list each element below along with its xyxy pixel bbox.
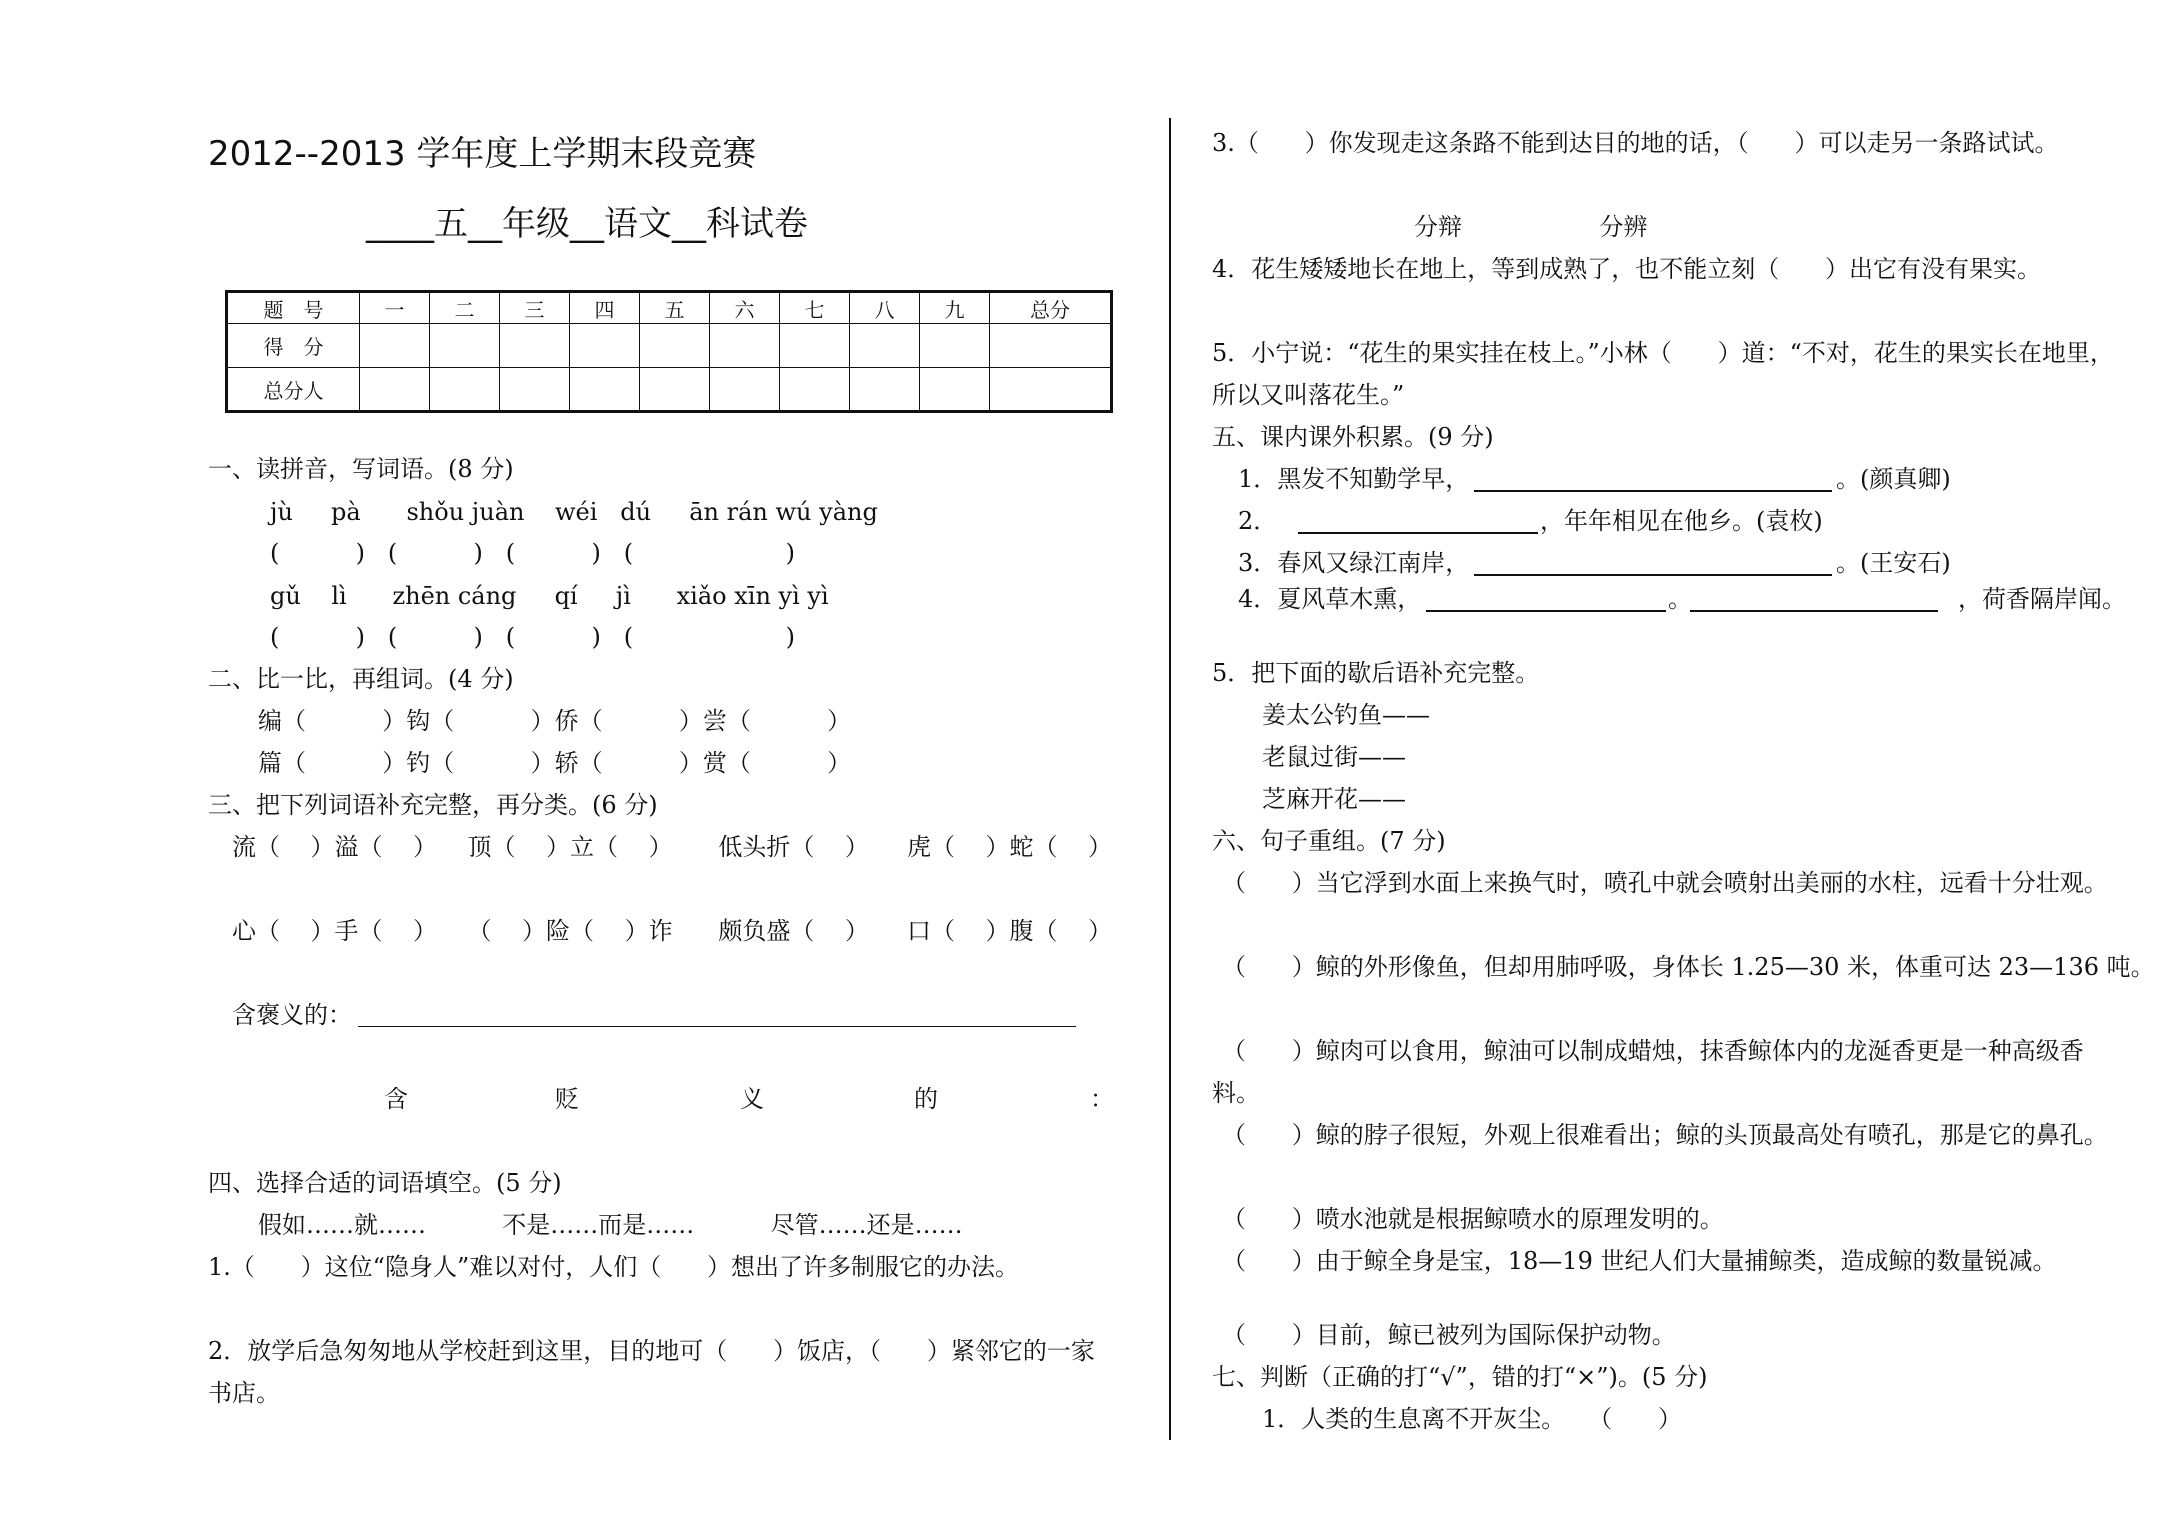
score-header-cell: 题 号	[227, 292, 360, 324]
score-row-label: 得 分	[227, 324, 360, 368]
score-cell[interactable]	[640, 324, 710, 368]
xiehouyu-item[interactable]: 老鼠过街——	[1262, 743, 1406, 771]
derog-char: ：	[1090, 1085, 1114, 1113]
score-header-cell: 九	[920, 292, 990, 324]
score-cell[interactable]	[850, 368, 920, 412]
score-header-cell: 三	[500, 292, 570, 324]
score-cell[interactable]	[780, 368, 850, 412]
poem-answer-line[interactable]	[1690, 610, 1938, 612]
section-2-heading: 二、比一比，再组词。(4 分)	[208, 665, 514, 693]
reorder-sentence[interactable]: （ ）鲸的外形像鱼，但却用肺呼吸，身体长 1.25—30 米，体重可达 23—136 吨。	[1222, 953, 2155, 981]
fill-question-3[interactable]: 3.（ ）你发现走这条路不能到达目的地的话，（ ）可以走另一条路试试。	[1212, 129, 2059, 157]
poem-item-4-mid: 。	[1668, 585, 1692, 613]
reorder-sentence[interactable]: （ ）目前，鲸已被列为国际保护动物。	[1222, 1321, 1676, 1349]
poem-answer-line[interactable]	[1474, 490, 1832, 492]
score-row-label: 总分人	[227, 368, 360, 412]
reorder-sentence[interactable]: （ ）由于鲸全身是宝，18—19 世纪人们大量捕鲸类，造成鲸的数量锐减。	[1222, 1247, 2057, 1275]
score-cell[interactable]	[360, 324, 430, 368]
score-cell[interactable]	[780, 324, 850, 368]
fill-question-5[interactable]: 5．小宁说：“花生的果实挂在枝上。”小林（ ）道：“不对，花生的果实长在地里，	[1212, 339, 2114, 367]
score-cell[interactable]	[990, 368, 1112, 412]
score-cell[interactable]	[920, 324, 990, 368]
section-4-heading: 四、选择合适的词语填空。(5 分)	[208, 1169, 562, 1197]
score-cell[interactable]	[710, 368, 780, 412]
section-1-heading: 一、读拼音，写词语。(8 分)	[208, 455, 514, 483]
score-cell[interactable]	[990, 324, 1112, 368]
score-cell[interactable]	[920, 368, 990, 412]
poem-item-1-pre: 1．黑发不知勤学早，	[1238, 465, 1470, 493]
poem-item-2-post: ，年年相见在他乡。(袁枚)	[1540, 507, 1823, 535]
exam-title: 2012--2013 学年度上学期末段竞赛	[208, 134, 757, 174]
poem-item-3-pre: 3．春风又绿江南岸，	[1238, 549, 1470, 577]
answer-brackets-row-1[interactable]: ( ) ( ) ( ) ( )	[270, 539, 796, 567]
fill-question-2[interactable]: 2．放学后急匆匆地从学校赶到这里，目的地可（ ）饭店，（ ）紧邻它的一家	[208, 1337, 1095, 1365]
score-cell[interactable]	[360, 368, 430, 412]
compare-row-1[interactable]: 编（ ）钩（ ）侨（ ）尝（ ）	[258, 707, 852, 735]
column-divider	[1169, 118, 1171, 1440]
score-cell[interactable]	[710, 324, 780, 368]
score-cell[interactable]	[500, 324, 570, 368]
pinyin-row-2: gǔ lì zhēn cáng qí jì xiǎo xīn yì yì	[270, 582, 829, 610]
compare-row-2[interactable]: 篇（ ）钓（ ）轿（ ）赏（ ）	[258, 749, 852, 777]
exam-subtitle: ____五__年级__语文__科试卷	[366, 204, 808, 244]
score-header-cell: 五	[640, 292, 710, 324]
section-3-heading: 三、把下列词语补充完整，再分类。(6 分)	[208, 791, 658, 819]
score-cell[interactable]	[430, 368, 500, 412]
praise-label: 含褒义的：	[232, 1001, 352, 1029]
poem-item-2-pre: 2．	[1238, 507, 1278, 535]
reorder-sentence[interactable]: （ ）喷水池就是根据鲸喷水的原理发明的。	[1222, 1205, 1724, 1233]
score-header-cell: 二	[430, 292, 500, 324]
reorder-sentence[interactable]: （ ）当它浮到水面上来换气时，喷孔中就会喷射出美丽的水柱，远看十分壮观。	[1222, 869, 2108, 897]
score-header-cell: 四	[570, 292, 640, 324]
pinyin-row-1: jù pà shǒu juàn wéi dú ān rán wú yàng	[270, 498, 878, 526]
poem-item-4-post: ，荷香隔岸闻。	[1958, 585, 2126, 613]
score-header-cell: 总分	[990, 292, 1112, 324]
section-6-heading: 六、句子重组。(7 分)	[1212, 827, 1446, 855]
reorder-sentence-cont: 料。	[1212, 1079, 1260, 1107]
fill-question-2-cont: 书店。	[208, 1379, 280, 1407]
judge-question-1[interactable]: 1．人类的生息离不开灰尘。 （ ）	[1262, 1405, 1682, 1433]
derog-char: 含	[384, 1085, 408, 1113]
reorder-sentence[interactable]: （ ）鲸的脖子很短，外观上很难看出；鲸的头顶最高处有喷孔，那是它的鼻孔。	[1222, 1121, 2108, 1149]
poem-answer-line[interactable]	[1298, 532, 1538, 534]
poem-item-1-post: 。(颜真卿)	[1836, 465, 1951, 493]
poem-answer-line[interactable]	[1426, 610, 1666, 612]
score-header-cell: 六	[710, 292, 780, 324]
word-options-2: 分辩 分辨	[1414, 213, 1648, 241]
word-options: 假如……就…… 不是……而是…… 尽管……还是……	[258, 1211, 963, 1239]
score-cell[interactable]	[850, 324, 920, 368]
reorder-sentence[interactable]: （ ）鲸肉可以食用，鲸油可以制成蜡烛，抹香鲸体内的龙涎香更是一种高级香	[1222, 1037, 2084, 1065]
xiehouyu-item[interactable]: 姜太公钓鱼——	[1262, 701, 1430, 729]
score-cell[interactable]	[570, 368, 640, 412]
idiom-row-1[interactable]: 流（ ）溢（ ） 顶（ ）立（ ） 低头折（ ） 虎（ ）蛇（ ）	[232, 833, 1113, 861]
fill-question-5-cont: 所以又叫落花生。”	[1212, 381, 1405, 409]
idiom-row-2[interactable]: 心（ ）手（ ） （ ）险（ ）诈 颇负盛（ ） 口（ ）腹（ ）	[232, 917, 1113, 945]
poem-item-4-pre: 4．夏风草木熏，	[1238, 585, 1422, 613]
praise-answer-line[interactable]	[358, 1026, 1076, 1027]
derog-char: 的	[914, 1085, 938, 1113]
section-5b-heading: 5．把下面的歇后语补充完整。	[1212, 659, 1540, 687]
section-5-heading: 五、课内课外积累。(9 分)	[1212, 423, 1494, 451]
derog-char: 义	[740, 1085, 764, 1113]
score-table	[225, 290, 1113, 413]
score-cell[interactable]	[430, 324, 500, 368]
fill-question-4[interactable]: 4．花生矮矮地长在地上，等到成熟了，也不能立刻（ ）出它有没有果实。	[1212, 255, 2042, 283]
poem-answer-line[interactable]	[1474, 574, 1832, 576]
fill-question-1[interactable]: 1.（ ）这位“隐身人”难以对付，人们（ ）想出了许多制服它的办法。	[208, 1253, 1019, 1281]
score-header-cell: 一	[360, 292, 430, 324]
answer-brackets-row-2[interactable]: ( ) ( ) ( ) ( )	[270, 623, 796, 651]
score-cell[interactable]	[500, 368, 570, 412]
poem-item-3-post: 。(王安石)	[1836, 549, 1951, 577]
score-cell[interactable]	[640, 368, 710, 412]
score-header-cell: 八	[850, 292, 920, 324]
derog-char: 贬	[555, 1085, 579, 1113]
section-7-heading: 七、判断（正确的打“√”，错的打“×”)。(5 分)	[1212, 1363, 1708, 1391]
score-header-cell: 七	[780, 292, 850, 324]
xiehouyu-item[interactable]: 芝麻开花——	[1262, 785, 1406, 813]
score-cell[interactable]	[570, 324, 640, 368]
